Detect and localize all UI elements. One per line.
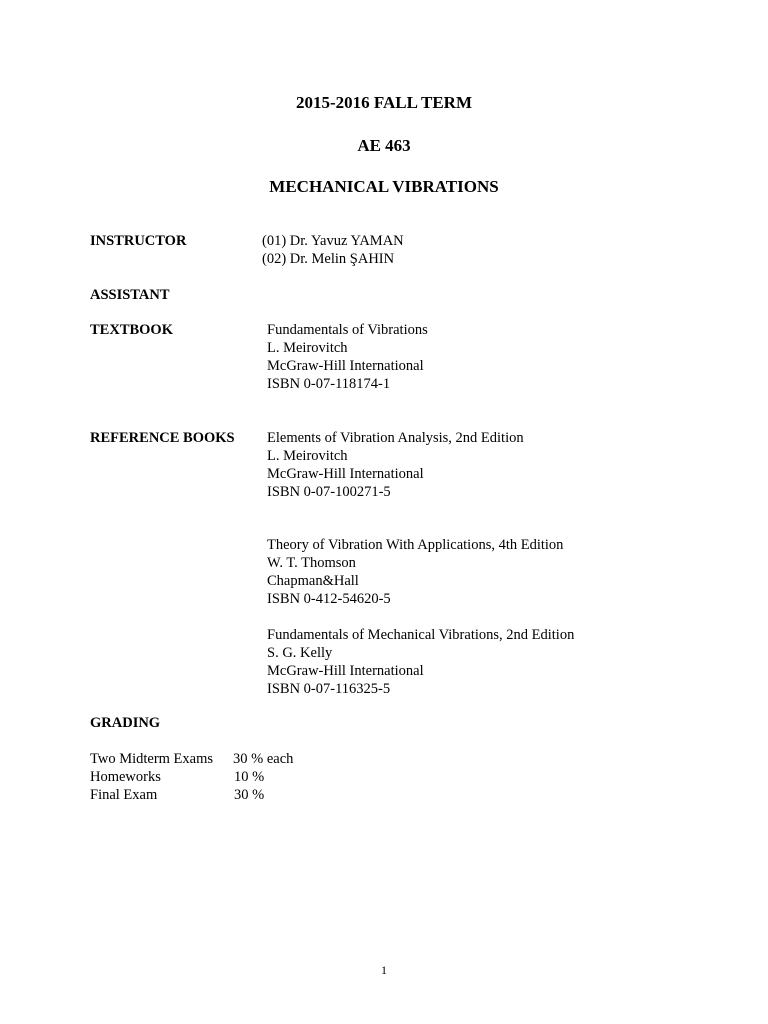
reference-book-2-title: Theory of Vibration With Applications, 4th Edition [267, 537, 564, 553]
reference-books-label: REFERENCE BOOKS [90, 430, 235, 446]
instructor-label: INSTRUCTOR [90, 233, 187, 249]
term-heading: 2015-2016 FALL TERM [296, 93, 472, 112]
grading-item-final: Final Exam [90, 787, 158, 803]
textbook-isbn: ISBN 0-07-118174-1 [267, 376, 391, 392]
course-code: AE 463 [357, 136, 411, 155]
reference-book-3-author: S. G. Kelly [267, 645, 333, 661]
grading-item-homeworks: Homeworks [90, 769, 161, 785]
textbook-title: Fundamentals of Vibrations [267, 322, 428, 338]
course-title: MECHANICAL VIBRATIONS [269, 177, 499, 196]
reference-book-3-isbn: ISBN 0-07-116325-5 [267, 681, 391, 697]
reference-book-1-author: L. Meirovitch [267, 448, 348, 464]
reference-book-3-title: Fundamentals of Mechanical Vibrations, 2nd Edition [267, 627, 575, 643]
grading-label: GRADING [90, 715, 161, 731]
grading-value-midterms: 30 % each [233, 751, 294, 767]
instructor-name-1: (01) Dr. Yavuz YAMAN [262, 233, 404, 249]
reference-book-2-publisher: Chapman&Hall [267, 573, 359, 589]
instructor-name-2: (02) Dr. Melin ŞAHIN [262, 251, 395, 267]
reference-book-1-isbn: ISBN 0-07-100271-5 [267, 484, 391, 500]
reference-book-1-title: Elements of Vibration Analysis, 2nd Edition [267, 430, 524, 446]
assistant-label: ASSISTANT [90, 287, 170, 303]
page-number: 1 [381, 963, 387, 977]
reference-book-3-publisher: McGraw-Hill International [267, 663, 424, 679]
textbook-author: L. Meirovitch [267, 340, 348, 356]
reference-book-2-isbn: ISBN 0-412-54620-5 [267, 591, 391, 607]
reference-book-2-author: W. T. Thomson [267, 555, 356, 571]
grading-item-midterms: Two Midterm Exams [90, 751, 214, 767]
textbook-publisher: McGraw-Hill International [267, 358, 424, 374]
reference-book-1-publisher: McGraw-Hill International [267, 466, 424, 482]
grading-value-final: 30 % [234, 787, 265, 803]
grading-value-homeworks: 10 % [234, 769, 265, 785]
textbook-label: TEXTBOOK [90, 322, 173, 338]
